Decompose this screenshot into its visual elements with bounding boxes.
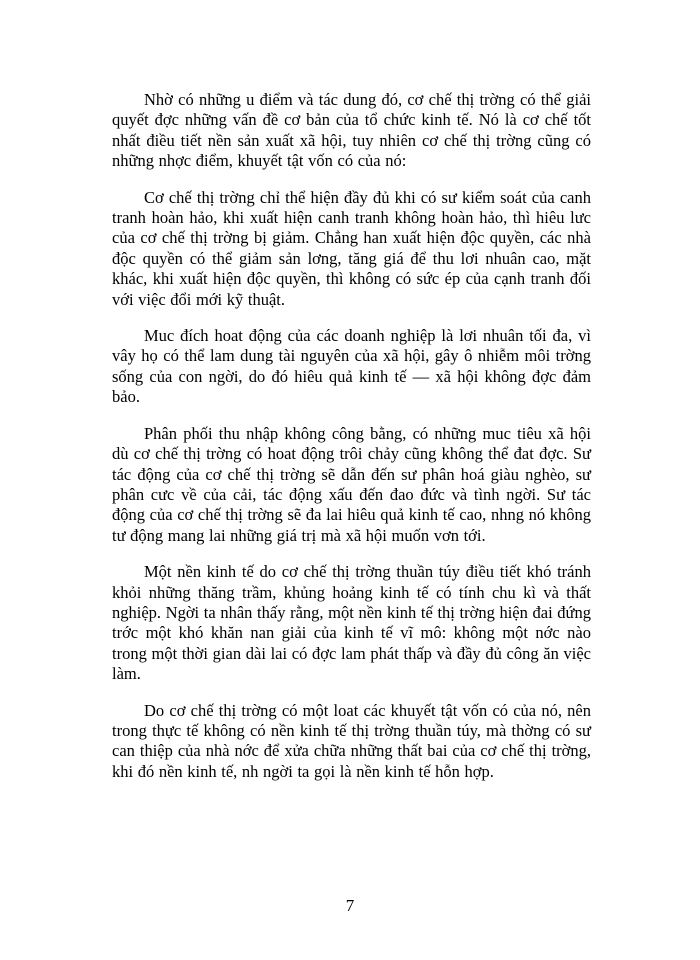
paragraph-6: Do cơ chế thị trờng có một loat các khuyết tật vốn có của nó, nên trong thực tế không có nền kinh tế thị trờng thuần túy, mà thờng có sư can thiệp của nhà nớc để xửa chữa những thất bai của cơ chế thị trờng, khi đó nền kinh tế, nh ngời ta gọi là nền kinh tế hỗn hợp. (112, 700, 591, 781)
page-number: 7 (345, 896, 355, 915)
paragraph-1: Nhờ có những u điểm và tác dung đó, cơ chế thị trờng có thể giải quyết đợc những vấn đề cơ bản của tổ chức kinh tế. Nó là cơ chế tốt nhất điều tiết nền sản xuất xã hội, tuy nhiên cơ chế thị trờng cũng có những nhợc điểm, khuyết tật vốn có của nó: (112, 90, 591, 171)
paragraph-4: Phân phối thu nhập không công bằng, có những muc tiêu xã hội dù cơ chế thị trờng có hoat động trôi chảy cũng không thể đat đợc. Sư tác động của cơ chế thị trờng sẽ dẫn đến sư phân hoá giàu nghèo, sư phân cưc về của cải, tác động xấu đến đao đức và tình ngời. Sư tác động của cơ chế thị trờng sẽ đa lai hiêu quả kinh tế cao, nhng nó không tư động mang lai những giá trị mà xã hội muốn vơn tới. (112, 423, 591, 545)
paragraph-3: Muc đích hoat động của các doanh nghiệp là lơi nhuân tối đa, vì vây họ có thể lam dung tài nguyên của xã hội, gây ô nhiễm môi trờng sống của con ngời, do đó hiêu quả kinh tế — xã hội không đợc đảm bảo. (112, 326, 591, 407)
paragraph-2: Cơ chế thị trờng chỉ thể hiện đầy đủ khi có sư kiểm soát của canh tranh hoàn hảo, khi xuất hiện canh tranh không hoàn hảo, thì hiêu lưc của cơ chế thị trờng bị giảm. Chẳng han xuất hiện độc quyền, các nhà độc quyền có thể giảm sản lơng, tăng giá để thu lơi nhuân cao, mặt khác, khi xuất hiện độc quyền, thì không có sức ép của cạnh tranh đối với việc đổi mới kỹ thuật. (112, 187, 591, 309)
paragraph-5: Một nền kinh tế do cơ chế thị trờng thuần túy điều tiết khó tránh khỏi những thăng trầm, khủng hoảng kinh tế có tính chu kì và thất nghiệp. Ngời ta nhân thấy rằng, một nền kinh tế thị trờng hiện đai đứng trớc một khó khăn nan giải của kinh tế vĩ mô: không một nớc nào trong một thời gian dài lai có đợc lam phát thấp và đầy đủ công ăn việc làm. (112, 562, 591, 684)
body-text (112, 90, 591, 798)
